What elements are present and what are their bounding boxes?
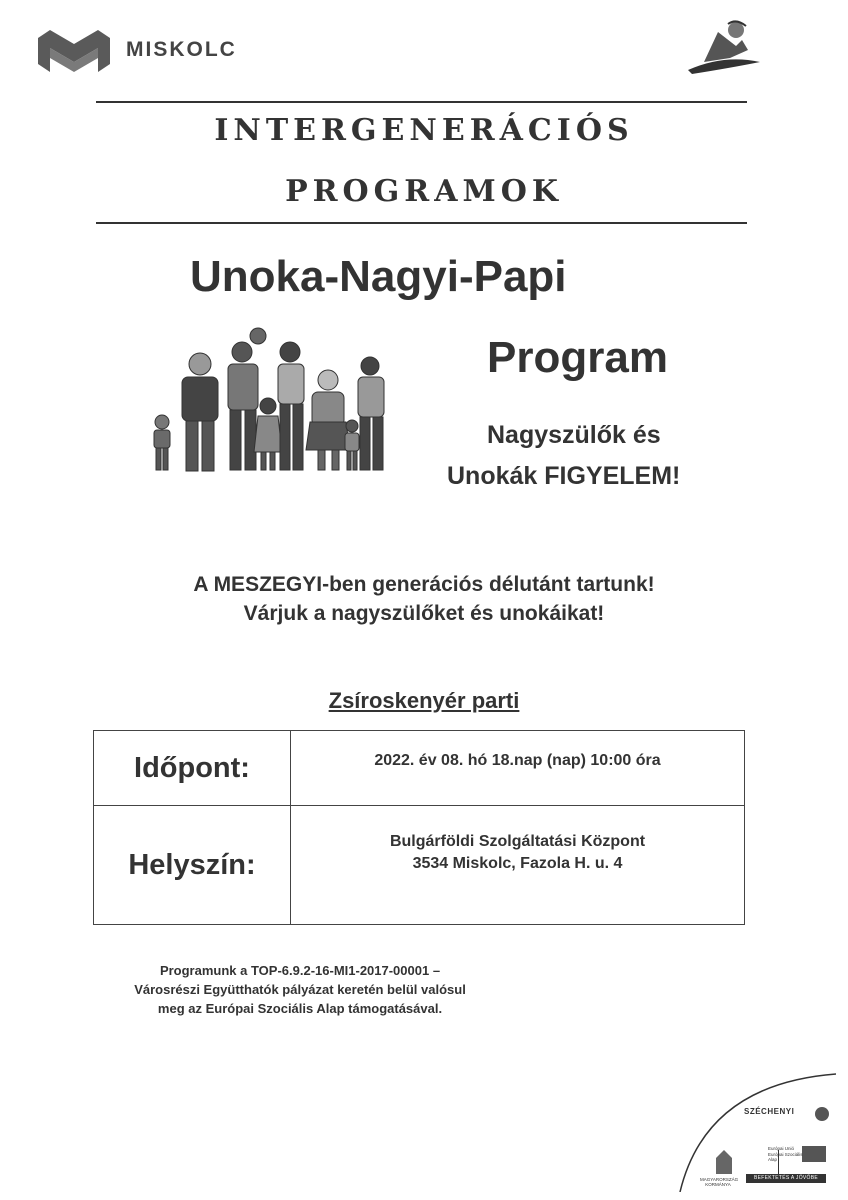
heading-line-2: PROGRAMOK — [285, 174, 563, 209]
funding-note-line-2: Városrészi Együtthatók pályázat keretén belül valósul — [134, 982, 466, 997]
eu-text: Európai Unió Európai Szociális Alap — [768, 1146, 803, 1162]
location-value-line-1: Bulgárföldi Szolgáltatási Központ — [389, 833, 646, 850]
date-value — [291, 731, 745, 806]
szechenyi-year: 2020 — [801, 1110, 815, 1116]
subtitle-line-1: Nagyszülők és — [487, 421, 661, 449]
logo-text: MISKOLC — [126, 38, 237, 61]
invitation-line-1: A MESZEGYI-ben generációs délutánt tartunk! — [193, 573, 655, 596]
slogan-banner: BEFEKTETÉS A JÖVŐBE — [746, 1174, 826, 1183]
bottom-rule — [96, 222, 747, 224]
hu-government-text: MAGYARORSZÁG KORMÁNYA — [700, 1177, 739, 1187]
location-value — [291, 806, 745, 925]
location-value-line-2: 3534 Miskolc, Fazola H. u. 4 — [412, 855, 623, 872]
funding-note-line-1: Programunk a TOP-6.9.2-16-MI1-2017-00001 – — [159, 963, 441, 978]
event-info-table — [93, 730, 745, 925]
szechenyi-brand-text: SZÉCHENYI — [744, 1107, 795, 1116]
program-title-line-2: Program — [487, 333, 668, 382]
location-label: Helyszín: — [94, 806, 291, 925]
szechenyi-brand — [744, 1107, 814, 1116]
funding-note — [80, 961, 520, 1018]
miskolc-logo-icon — [36, 28, 112, 74]
subtitle-line-2: Unokák FIGYELEM! — [447, 462, 681, 490]
program-title-line-1: Unoka-Nagyi-Papi — [190, 252, 567, 301]
table-row — [94, 806, 745, 925]
family-illustration — [148, 322, 394, 478]
heading-line-1: INTERGENERÁCIÓS — [214, 113, 634, 148]
program-logo-icon — [684, 18, 764, 76]
date-label: Időpont: — [94, 731, 291, 806]
date-value-text: 2022. év 08. hó 18.nap (nap) 10:00 óra — [374, 752, 661, 769]
table-row — [94, 731, 745, 806]
funding-note-line-3: meg az Európai Szociális Alap támogatásával. — [157, 1001, 443, 1016]
event-name: Zsíroskenyér parti — [328, 688, 520, 713]
invitation-line-2: Várjuk a nagyszülőket és unokáikat! — [243, 602, 605, 625]
top-rule — [96, 101, 747, 103]
